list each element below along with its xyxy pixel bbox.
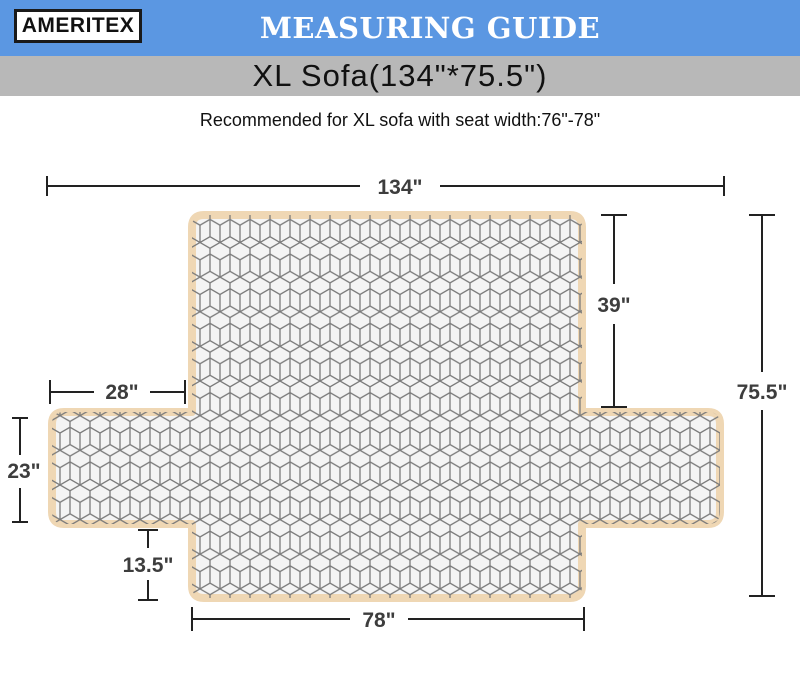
dimension-seat-width (192, 607, 584, 632)
dimension-arm-width (50, 380, 185, 404)
front-flap-label: 13.5" (122, 554, 174, 577)
seat-width-label: 78" (362, 609, 396, 632)
brand-logo: AMERITEX (14, 9, 142, 43)
recommendation-text: Recommended for XL sofa with seat width:76"-78" (199, 110, 601, 130)
dimension-front-flap (123, 530, 174, 600)
sofa-size-title: XL Sofa(134"*75.5") (252, 58, 548, 93)
dimension-total-width (47, 176, 724, 199)
guide-title: MEASURING GUIDE (259, 11, 601, 45)
total-length-label: 75.5" (736, 381, 788, 404)
dimension-total-length (737, 215, 788, 596)
dimension-arm-height (7, 418, 40, 522)
total-width-label: 134" (377, 176, 423, 199)
arm-height-label: 23" (7, 460, 41, 483)
arm-width-label: 28" (105, 381, 139, 404)
back-height-label: 39" (597, 294, 631, 317)
dimension-back-height (597, 215, 630, 407)
